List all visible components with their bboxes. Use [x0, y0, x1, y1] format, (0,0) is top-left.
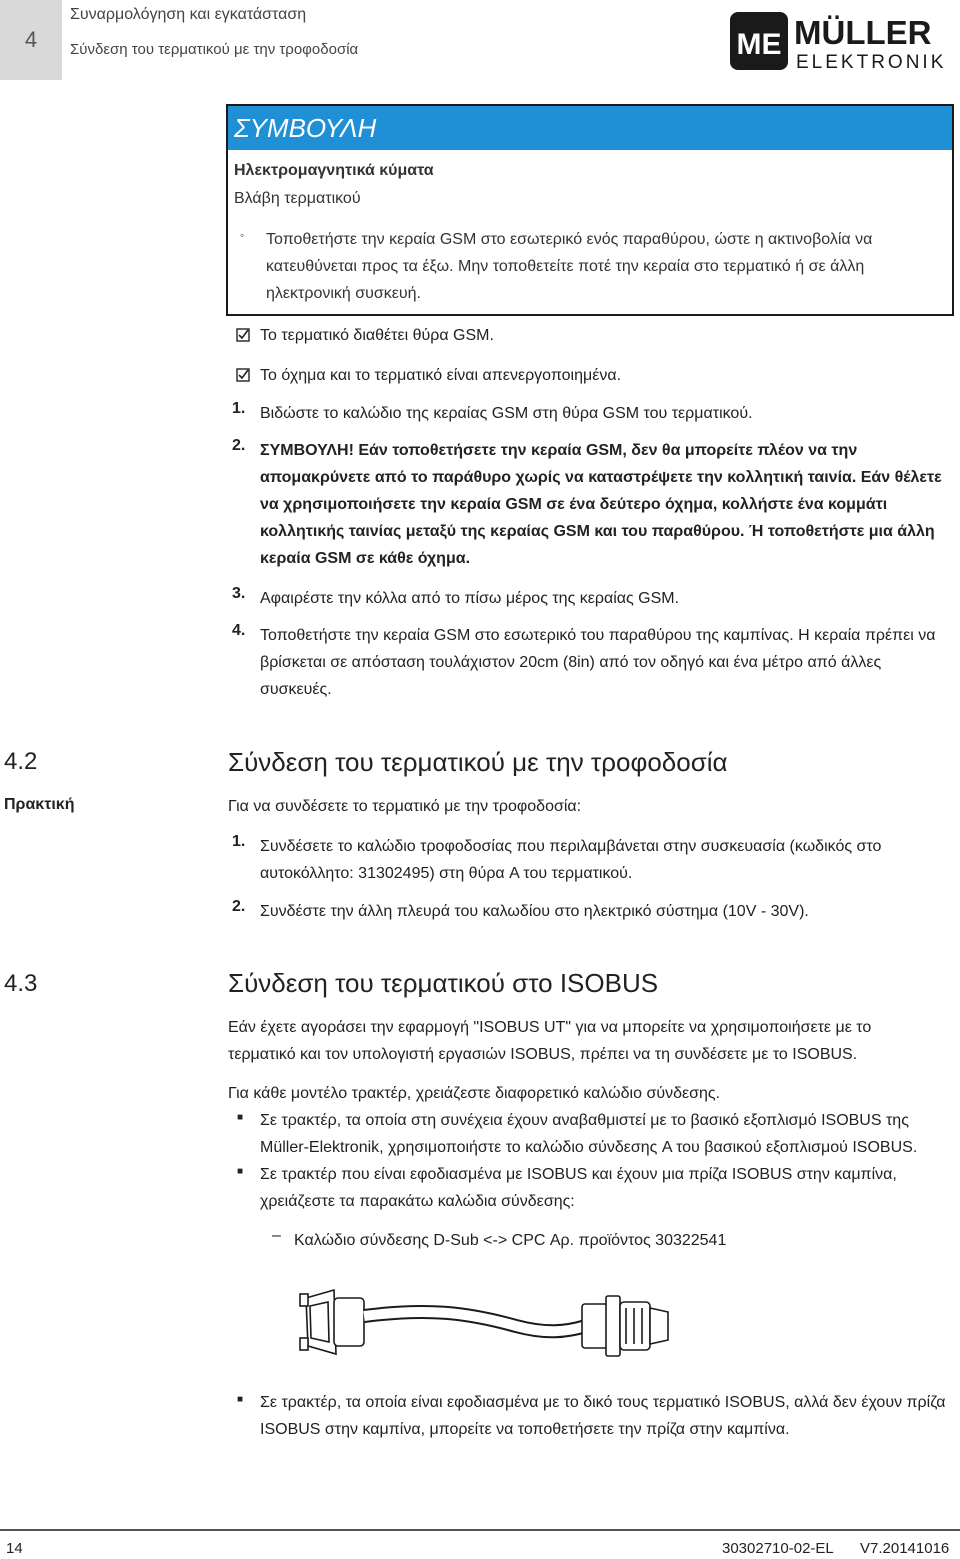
- tip-box: [226, 104, 954, 316]
- dash-bullet-icon: –: [272, 1227, 281, 1244]
- square-bullet-icon: ■: [237, 1394, 244, 1405]
- step-number: 4.: [232, 622, 246, 639]
- tip-bullet-text: Τοποθετήστε την κεραία GSM στο εσωτερικό ενός παραθύρου, ώστε η ακτινοβολία να κατευθύνεται προς τα έξω. Μην τοποθετείτε ποτέ την κεραία στο τερματικό ή σε άλλη ηλεκτρονική συσκευή.: [266, 231, 873, 302]
- document-number: 30302710-02-EL: [722, 1540, 834, 1557]
- tip-title: Ηλεκτρομαγνητικά κύματα: [234, 162, 434, 179]
- muller-elektronik-logo: [730, 10, 946, 74]
- step-number: 2.: [232, 437, 246, 454]
- step-text: Συνδέστε την άλλη πλευρά του καλωδίου στο ηλεκτρικό σύστημα (10V - 30V).: [260, 903, 809, 920]
- section-title: Σύνδεση του τερματικού με την τροφοδοσία: [228, 747, 728, 777]
- step-number: 3.: [232, 585, 246, 602]
- checkbox-icon: [236, 328, 250, 347]
- header-chapter-title: Συναρμολόγηση και εγκατάσταση: [70, 6, 307, 23]
- cable-d-sub-cpc-illustration: [296, 1268, 676, 1378]
- logo-elektronik-text: ELEKTRONIK: [796, 52, 946, 73]
- step-number: 2.: [232, 898, 246, 915]
- logo-me-text: ME: [736, 28, 782, 61]
- bullet-text: Σε τρακτέρ που είναι εφοδιασμένα με ISOBUS και έχουν μια πρίζα ISOBUS στην καμπίνα, χρειάζεστε τα παρακάτω καλώδια σύνδεσης:: [260, 1166, 897, 1210]
- section-title: Σύνδεση του τερματικού στο ISOBUS: [228, 968, 659, 998]
- header-section-title: Σύνδεση του τερματικού με την τροφοδοσία: [70, 41, 359, 58]
- prerequisite-1: Το τερματικό διαθέτει θύρα GSM.: [260, 327, 494, 344]
- step-text: Βιδώστε το καλώδιο της κεραίας GSM στη θύρα GSM του τερματικού.: [260, 405, 753, 422]
- side-label: Πρακτική: [4, 796, 75, 813]
- tip-heading: ΣΥΜΒΟΥΛΗ: [228, 106, 952, 150]
- chapter-number-box: [0, 0, 62, 80]
- bullet-text: Σε τρακτέρ, τα οποία στη συνέχεια έχουν αναβαθμιστεί με το βασικό εξοπλισμό ISOBUS της Müller-Elektronik, χρησιμοποιήστε το καλώδιο σύνδεσης A του βασικού εξοπλισμού ISOBUS.: [260, 1112, 918, 1156]
- step-number: 1.: [232, 400, 246, 417]
- checkbox-icon: [236, 368, 250, 387]
- section-intro: Για να συνδέσετε το τερματικό με την τροφοδοσία:: [228, 798, 582, 815]
- logo-muller-text: MÜLLER: [794, 14, 932, 51]
- square-bullet-icon: ■: [237, 1112, 244, 1123]
- section-number: 4.3: [4, 970, 38, 997]
- prerequisite-2: Το όχημα και το τερματικό είναι απενεργοποιημένα.: [260, 367, 622, 384]
- tip-bullet-icon: ◦: [240, 228, 245, 242]
- section-paragraph: Εάν έχετε αγοράσει την εφαρμογή "ISOBUS UT" για να μπορείτε να χρησιμοποιήσετε με το τερματικό και τον υπολογιστή εργασιών ISOBUS, πρέπει να τη συνδέσετε με το ISOBUS.: [228, 1019, 872, 1063]
- bullet-text: Σε τρακτέρ, τα οποία είναι εφοδιασμένα με το δικό τους τερματικό ISOBUS, αλλά δεν έχουν πρίζα ISOBUS στην καμπίνα, μπορείτε να τοποθετήσετε την πρίζα στην καμπίνα.: [260, 1394, 946, 1438]
- footer-divider: [0, 1529, 960, 1531]
- step-text-tip: ΣΥΜΒΟΥΛΗ! Εάν τοποθετήσετε την κεραία GSM, δεν θα μπορείτε πλέον να την απομακρύνετε από το παράθυρο χωρίς να καταστρέψετε την κολλητική ταινία. Εάν θέλετε να χρησιμοποιήσετε την κεραία GSM σε ένα δεύτερο όχημα, κολλήστε ένα κομμάτι κολλητικής ταινίας μεταξύ της κεραίας GSM και του παραθύρου. Ή τοποθετήστε μια άλλη κεραία GSM σε κάθε όχημα.: [260, 442, 942, 567]
- step-number: 1.: [232, 833, 246, 850]
- dash-item-text: Καλώδιο σύνδεσης D-Sub <-> CPC Αρ. προϊόντος 30322541: [294, 1232, 727, 1249]
- square-bullet-icon: ■: [237, 1166, 244, 1177]
- chapter-number: 4: [24, 27, 38, 52]
- page-number: 14: [6, 1540, 23, 1557]
- section-number: 4.2: [4, 748, 38, 775]
- step-text: Συνδέσετε το καλώδιο τροφοδοσίας που περιλαμβάνεται στην συσκευασία (κωδικός στο αυτοκόλλητο: 31302495) στη θύρα A του τερματικού.: [260, 838, 882, 882]
- section-paragraph: Για κάθε μοντέλο τρακτέρ, χρειάζεστε διαφορετικό καλώδιο σύνδεσης.: [228, 1085, 721, 1102]
- document-version: V7.20141016: [860, 1540, 950, 1557]
- step-text: Αφαιρέστε την κόλλα από το πίσω μέρος της κεραίας GSM.: [260, 590, 680, 607]
- tip-subtitle: Βλάβη τερματικού: [234, 190, 361, 207]
- step-text: Τοποθετήστε την κεραία GSM στο εσωτερικό του παραθύρου της καμπίνας. Η κεραία πρέπει να βρίσκεται σε απόσταση τουλάχιστον 20cm (8in) από τον οδηγό και ένα μέτρο από άλλες συσκευές.: [260, 627, 936, 698]
